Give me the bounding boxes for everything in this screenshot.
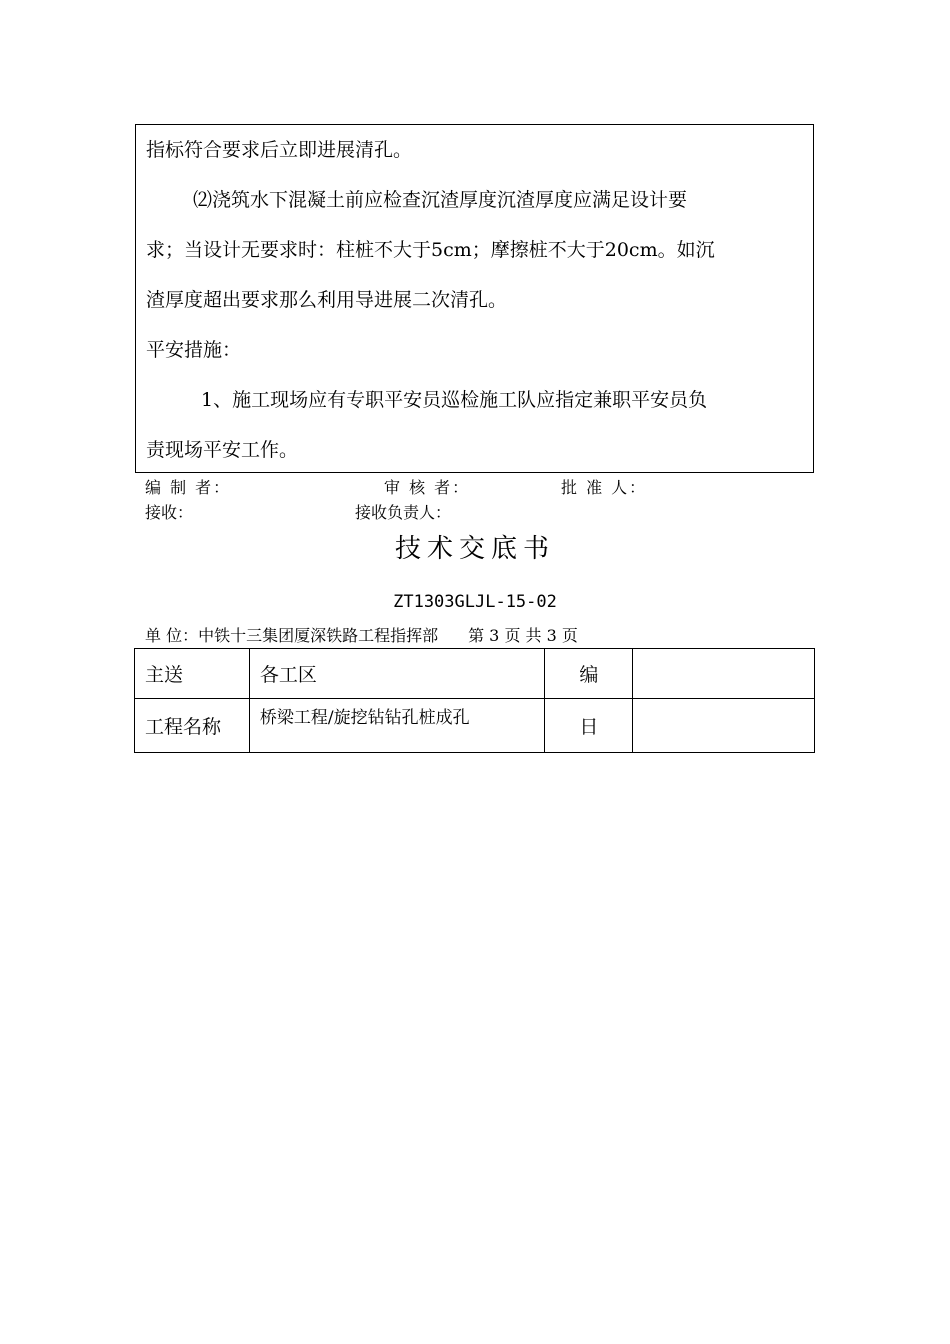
recipient-value: 各工区 bbox=[249, 649, 545, 699]
approver-label: 批 准 人： bbox=[561, 478, 648, 497]
content-line: 渣厚度超出要求那么利用导进展二次清孔。 bbox=[146, 289, 508, 311]
compiler-label: 编 制 者： bbox=[145, 478, 232, 497]
date-label: 日 bbox=[545, 699, 633, 753]
content-line: 责现场平安工作。 bbox=[146, 439, 299, 461]
document-title: 技术交底书 bbox=[394, 534, 555, 564]
project-name-label: 工程名称 bbox=[135, 699, 250, 753]
content-line: ⑵浇筑水下混凝土前应检查沉渣厚度沉渣厚度应满足设计要 bbox=[193, 189, 688, 211]
table-row bbox=[135, 699, 815, 753]
page-count: 第 3 页 共 3 页 bbox=[468, 626, 578, 645]
info-table bbox=[134, 648, 815, 753]
content-box bbox=[135, 124, 814, 473]
receiver-lead-label: 接收负责人： bbox=[355, 503, 452, 522]
reviewer-label: 审 核 者： bbox=[384, 478, 471, 497]
section-heading: 平安措施： bbox=[146, 339, 242, 361]
receiver-label: 接收： bbox=[145, 503, 194, 522]
date-value bbox=[633, 699, 815, 753]
content-line: 1、施工现场应有专职平安员巡检施工队应指定兼职平安员负 bbox=[201, 389, 708, 411]
project-name-value: 桥梁工程/旋挖钻钻孔桩成孔 bbox=[249, 699, 545, 753]
content-line: 指标符合要求后立即进展清孔。 bbox=[146, 139, 413, 161]
recipient-label: 主送 bbox=[135, 649, 250, 699]
number-value bbox=[633, 649, 815, 699]
unit-line bbox=[145, 626, 578, 646]
table-row bbox=[135, 649, 815, 699]
unit-name: 单 位：中铁十三集团厦深铁路工程指挥部 bbox=[145, 626, 439, 645]
document-number: ZT1303GLJL-15-02 bbox=[393, 592, 557, 612]
content-line: 求；当设计无要求时：柱桩不大于5cm；摩擦桩不大于20cm。如沉 bbox=[146, 239, 715, 261]
number-label: 编 bbox=[545, 649, 633, 699]
